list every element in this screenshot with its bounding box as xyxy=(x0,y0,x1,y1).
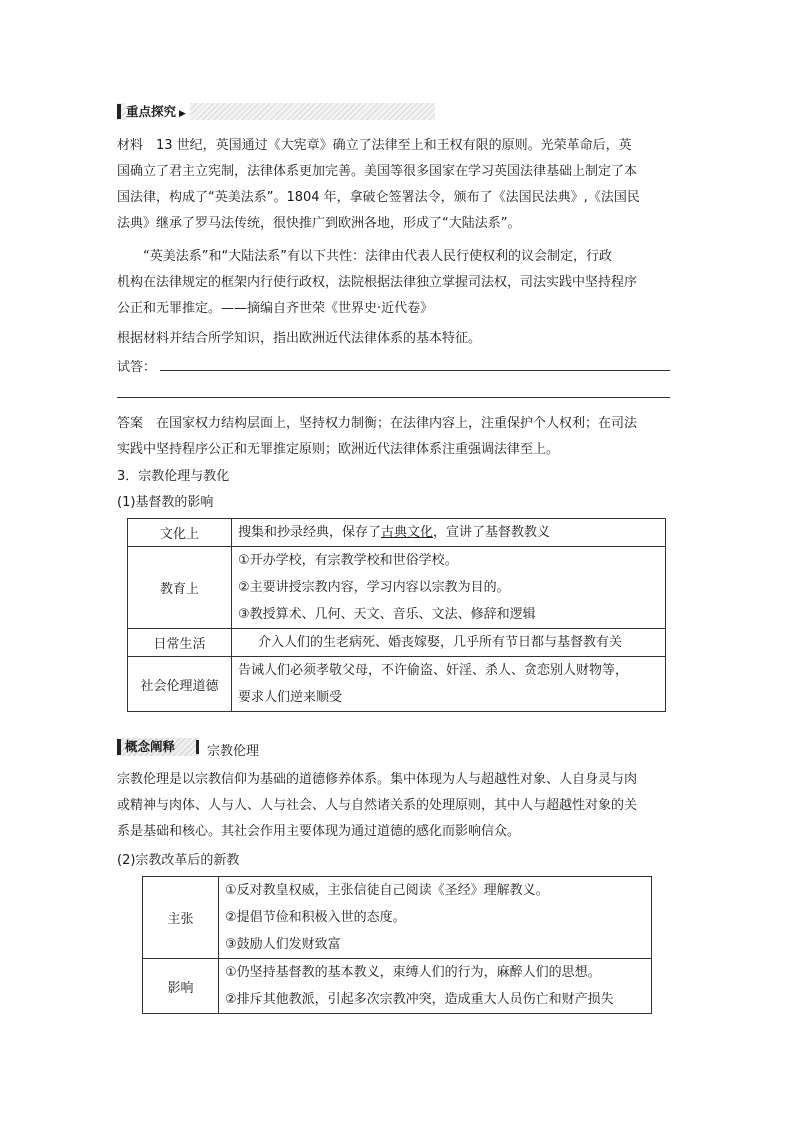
heading-3: 3．宗教伦理与教化 xyxy=(117,469,230,484)
christianity-influence-table xyxy=(127,518,666,712)
row-key: 教育上 xyxy=(128,547,232,629)
material-line: 公正和无罪推定。——摘编自齐世荣《世界史·近代卷》 xyxy=(117,301,434,316)
question-text: 根据材料并结合所学知识，指出欧洲近代法律体系的基本特征。 xyxy=(117,331,482,346)
row-key: 影响 xyxy=(143,959,219,1014)
concept-line: 宗教伦理是以宗教信仰为基础的道德修养体系。集中体现为人与超越性对象、人自身灵与肉 xyxy=(117,772,638,787)
concept-term: 宗教伦理 xyxy=(207,744,260,759)
row-key: 主张 xyxy=(143,877,219,959)
row-content: ①反对教皇权威，主张信徒自己阅读《圣经》理解教义。 ②提倡节俭和积极入世的态度。 ③鼓励人们发财致富 xyxy=(219,877,652,959)
concept-badge-label: 概念阐释 xyxy=(125,739,176,754)
row-content: 告诫人们必须孝敬父母，不许偷盗、奸淫、杀人、贪恋别人财物等， 要求人们逆来顺受 xyxy=(232,657,666,712)
table-row xyxy=(143,877,652,959)
material-line: 机构在法律规定的框架内行使行政权，法院根据法律独立掌握司法权，司法实践中坚持程序 xyxy=(117,275,638,290)
material-line: 国法律，构成了“英美法系”。1804 年，拿破仑签署法令，颁布了《法国民法典》,《法国民 xyxy=(117,190,640,205)
table-row xyxy=(128,519,666,547)
section-title-bar xyxy=(117,103,435,120)
concept-line: 或精神与肉体、人与人、人与社会、人与自然诸关系的处理原则，其中人与超越性对象的关 xyxy=(117,798,638,813)
concept-badge-tail xyxy=(196,740,199,754)
subheading-1: (1)基督教的影响 xyxy=(117,495,214,510)
material-line: “英美法系”和“大陆法系”有以下共性：法律由代表人民行使权利的议会制定，行政 xyxy=(117,249,612,264)
row-key: 社会伦理道德 xyxy=(128,657,232,712)
material-line: 材料 13 世纪，英国通过《大宪章》确立了法律至上和王权有限的原则。光荣革命后，英 xyxy=(117,138,632,153)
concept-line: 系是基础和核心。其社会作用主要体现为通过道德的感化而影响信众。 xyxy=(117,824,521,839)
row-key: 文化上 xyxy=(128,519,232,547)
answer-blank-line[interactable] xyxy=(117,397,670,398)
row-content: 搜集和抄录经典，保存了古典文化，宣讲了基督教教义 xyxy=(232,519,666,547)
section-title: 重点探究 ▶ xyxy=(126,103,190,120)
underlined-term: 古典文化 xyxy=(381,525,434,540)
table-row xyxy=(143,959,652,1014)
table-row xyxy=(128,547,666,629)
concept-badge-marker xyxy=(117,739,121,755)
answer-line: 答案 在国家权力结构层面上，坚持权力制衡；在法律内容上，注重保护个人权利；在司法 xyxy=(117,416,638,431)
material-line: 法典》继承了罗马法传统，很快推广到欧洲各地，形成了“大陆法系”。 xyxy=(117,216,521,231)
title-bar-marker xyxy=(117,104,121,119)
protestantism-table xyxy=(142,876,652,1014)
row-key: 日常生活 xyxy=(128,629,232,657)
play-arrow-icon: ▶ xyxy=(179,109,186,119)
answer-prompt: 试答： xyxy=(117,360,157,375)
row-content: ①开办学校，有宗教学校和世俗学校。 ②主要讲授宗教内容，学习内容以宗教为目的。 ③教授算术、几何、天文、音乐、文法、修辞和逻辑 xyxy=(232,547,666,629)
subheading-2: (2)宗教改革后的新教 xyxy=(117,853,240,868)
row-content: ①仍坚持基督教的基本教义，束缚人们的行为，麻醉人们的思想。 ②排斥其他教派，引起多次宗教冲突，造成重大人员伤亡和财产损失 xyxy=(219,959,652,1014)
material-line: 国确立了君主立宪制，法律体系更加完善。美国等很多国家在学习英国法律基础上制定了本 xyxy=(117,164,638,179)
answer-blank-line[interactable] xyxy=(160,370,670,371)
row-content: 介入人们的生老病死、婚丧嫁娶，几乎所有节日都与基督教有关 xyxy=(232,629,666,657)
answer-line: 实践中坚持程序公正和无罪推定原则；欧洲近代法律体系注重强调法律至上。 xyxy=(117,442,560,457)
table-row xyxy=(128,629,666,657)
table-row xyxy=(128,657,666,712)
concept-badge xyxy=(117,738,199,756)
